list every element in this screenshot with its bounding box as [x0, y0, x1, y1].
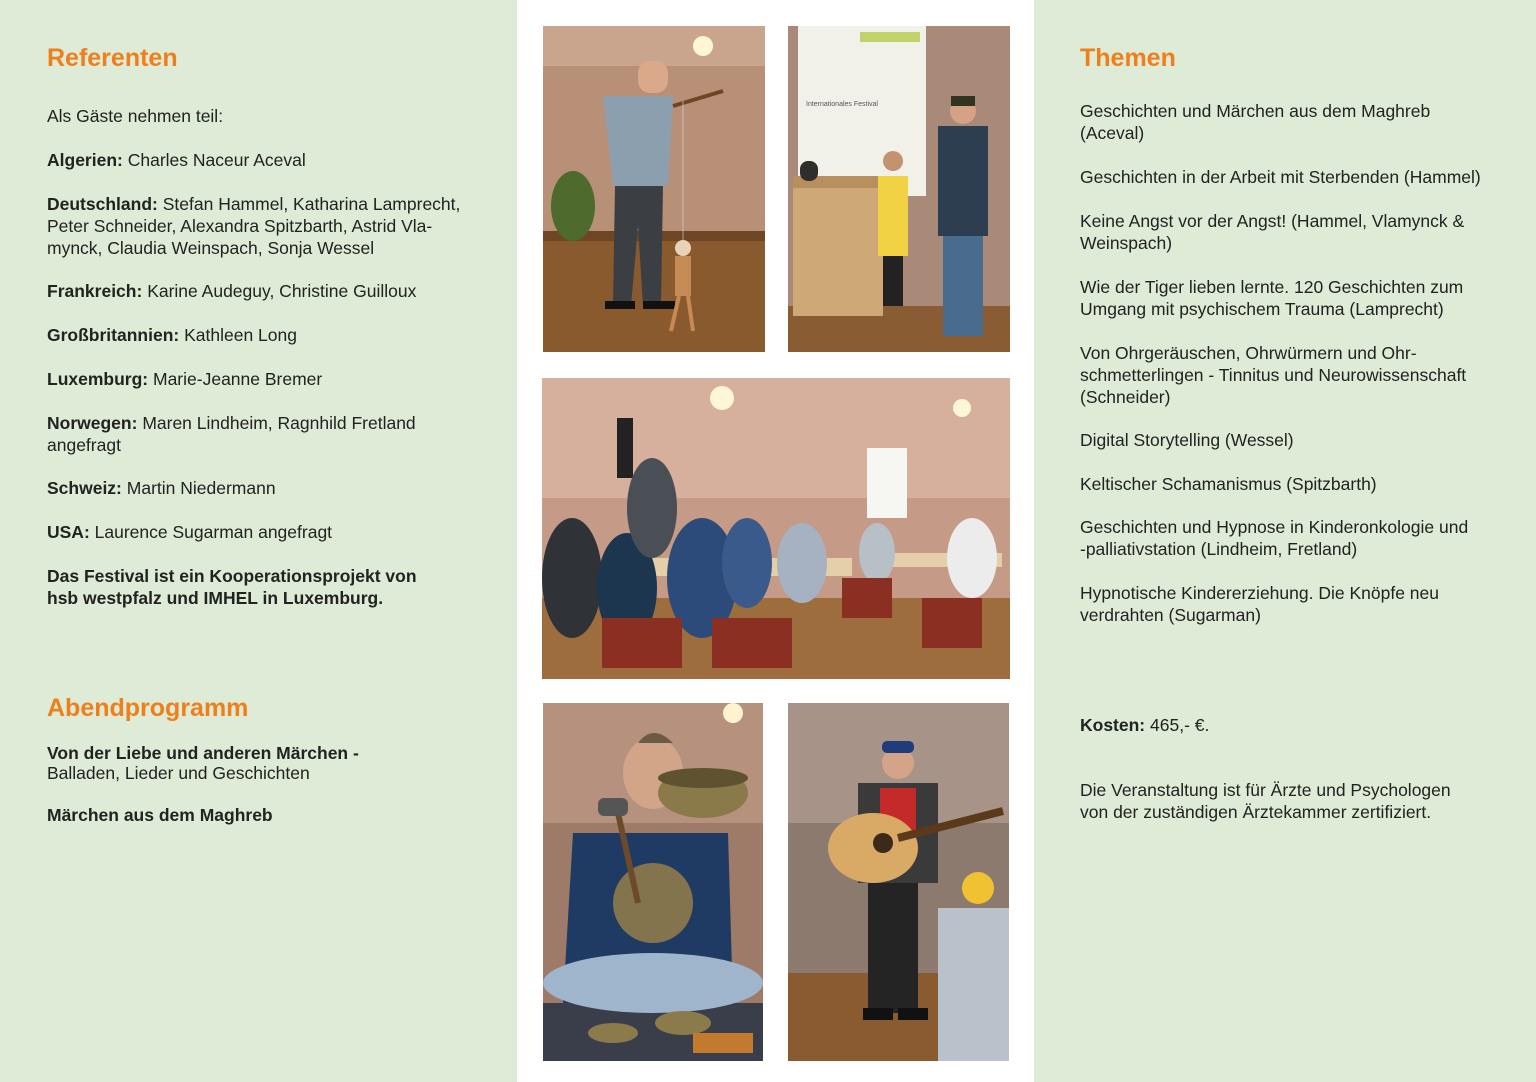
guest-names: Charles Naceur Aceval [127, 150, 306, 170]
guest-usa [47, 521, 332, 543]
guest-names: Martin Niedermann [126, 478, 276, 498]
thema-item [1080, 582, 1439, 626]
thema-line: Umgang mit psychischem Trauma (Lamprecht) [1080, 299, 1444, 319]
thema-item [1080, 473, 1377, 495]
referenten-heading: Referenten [47, 44, 178, 72]
thema-item [1080, 516, 1468, 560]
thema-item [1080, 210, 1464, 254]
thema-line: Geschichten und Märchen aus dem Maghreb [1080, 101, 1431, 121]
country-label: USA: [47, 522, 90, 542]
speaker-image [788, 26, 1010, 352]
country-label: Frankreich: [47, 281, 143, 301]
abend-subtitle: Balladen, Lieder und Geschichten [47, 763, 310, 783]
thema-line: Weinspach) [1080, 233, 1173, 253]
guest-names: mynck, Claudia Weinspach, Sonja Wessel [47, 238, 375, 258]
guest-norwegen [47, 412, 416, 456]
thema-line: -palliativstation (Lindheim, Fretland) [1080, 539, 1358, 559]
kooperation-line: Das Festival ist ein Kooperationsprojekt von [47, 566, 417, 586]
thema-line: Wie der Tiger lieben lernte. 120 Geschichten zum [1080, 277, 1464, 297]
photo-guitarist [788, 703, 1009, 1061]
guest-schweiz [47, 477, 276, 499]
photo-puppeteer [543, 26, 765, 352]
photo-singing-bowl [543, 703, 763, 1061]
guest-deutschland [47, 193, 460, 259]
thema-item [1080, 166, 1481, 188]
thema-line: Geschichten in der Arbeit mit Sterbenden (Hammel) [1080, 167, 1481, 187]
thema-line: Von Ohrgeräuschen, Ohrwürmern und Ohr- [1080, 343, 1417, 363]
guest-frankreich [47, 280, 416, 302]
themen-heading: Themen [1080, 44, 1176, 72]
guest-names: angefragt [47, 435, 121, 455]
country-label: Großbritannien: [47, 325, 180, 345]
thema-item [1080, 100, 1430, 144]
thema-line: (Aceval) [1080, 123, 1145, 143]
abend-item-2: Märchen aus dem Maghreb [47, 805, 273, 825]
thema-line: (Schneider) [1080, 387, 1171, 407]
slide-text: Internationales Festival [806, 101, 878, 108]
photo-panel [517, 0, 1034, 1082]
zert-line: von der zuständigen Ärztekammer zertifiziert. [1080, 802, 1432, 822]
thema-line: schmetterlingen - Tinnitus und Neurowissenschaft [1080, 365, 1467, 385]
abend-item-1 [47, 742, 359, 784]
guests-intro: Als Gäste nehmen teil: [47, 106, 224, 126]
abend-title: Von der Liebe und anderen Märchen - [47, 743, 359, 763]
guest-names: Maren Lindheim, Ragnhild Fretland [142, 413, 416, 433]
photo-workshop [542, 378, 1010, 679]
thema-line: Geschichten und Hypnose in Kinderonkologie und [1080, 517, 1469, 537]
country-label: Luxemburg: [47, 369, 149, 389]
photo-speaker [788, 26, 1010, 352]
thema-item [1080, 276, 1463, 320]
thema-line: Digital Storytelling (Wessel) [1080, 430, 1294, 450]
guest-algerien [47, 149, 306, 171]
workshop-image [542, 378, 1010, 679]
guest-names: Peter Schneider, Alexandra Spitzbarth, Astrid Vla- [47, 216, 433, 236]
guest-names: Karine Audeguy, Christine Guilloux [147, 281, 417, 301]
zertifizierung-note [1080, 779, 1451, 823]
guest-names: Stefan Hammel, Katharina Lamprecht, [162, 194, 461, 214]
guest-names: Kathleen Long [184, 325, 297, 345]
country-label: Deutschland: [47, 194, 158, 214]
kosten-value: 465,- €. [1150, 715, 1210, 735]
country-label: Algerien: [47, 150, 123, 170]
zert-line: Die Veranstaltung ist für Ärzte und Psychologen [1080, 780, 1451, 800]
abendprogramm-heading: Abendprogramm [47, 694, 249, 722]
singing-bowl-image [543, 703, 763, 1061]
thema-line: Hypnotische Kindererziehung. Die Knöpfe neu [1080, 583, 1439, 603]
kosten-label: Kosten: [1080, 715, 1146, 735]
guest-luxemburg [47, 368, 322, 390]
thema-item [1080, 342, 1466, 408]
thema-line: verdrahten (Sugarman) [1080, 605, 1261, 625]
left-column [0, 0, 517, 1082]
guest-grossbritannien [47, 324, 297, 346]
puppeteer-image [543, 26, 765, 352]
thema-item [1080, 429, 1294, 451]
right-column [1034, 0, 1536, 1082]
country-label: Schweiz: [47, 478, 122, 498]
guest-names: Marie-Jeanne Bremer [153, 369, 323, 389]
guitarist-image [788, 703, 1009, 1061]
thema-line: Keine Angst vor der Angst! (Hammel, Vlamynck & [1080, 211, 1465, 231]
kooperation-note [47, 565, 417, 609]
thema-line: Keltischer Schamanismus (Spitzbarth) [1080, 474, 1377, 494]
kosten [1080, 714, 1209, 736]
kooperation-line: hsb westpfalz und IMHEL in Luxemburg. [47, 588, 384, 608]
country-label: Norwegen: [47, 413, 138, 433]
guest-names: Laurence Sugarman angefragt [94, 522, 333, 542]
